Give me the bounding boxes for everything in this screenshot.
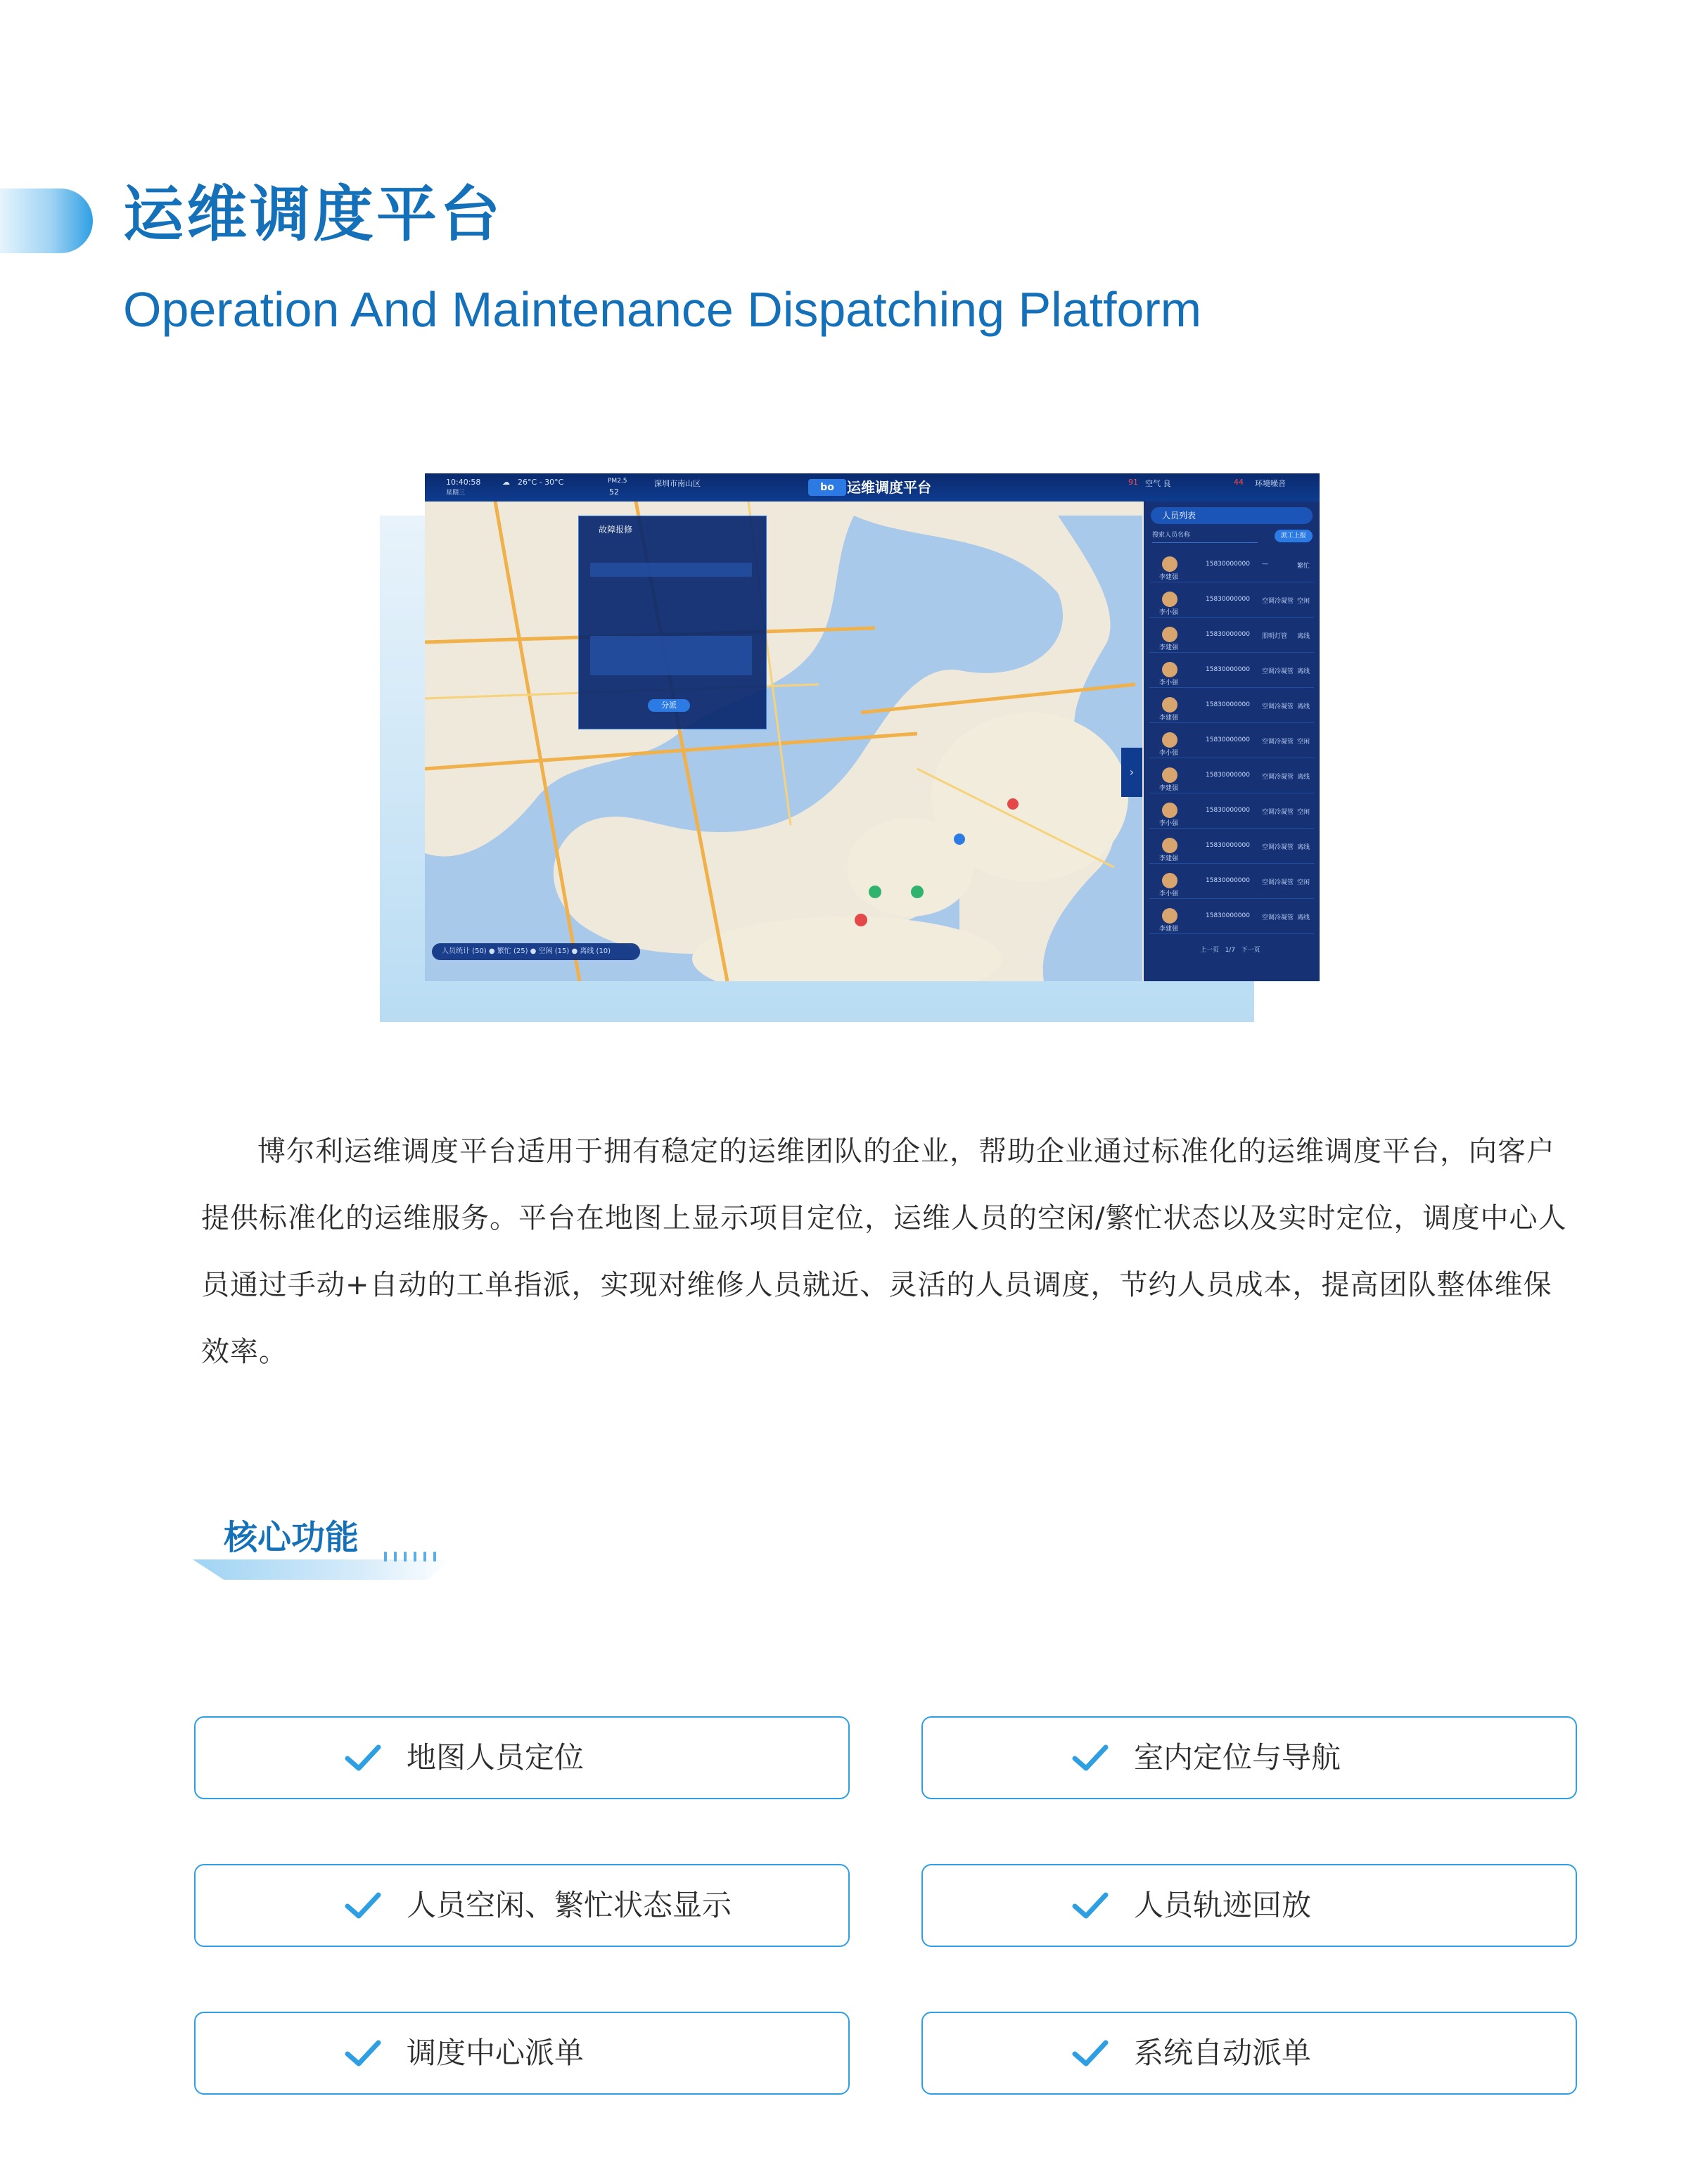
check-icon <box>1071 1889 1110 1922</box>
personnel-phone: 15830000000 <box>1206 877 1250 884</box>
page-title: 运维调度平台 <box>123 179 503 250</box>
personnel-panel-title: 人员列表 <box>1151 507 1313 524</box>
personnel-row[interactable] <box>1149 551 1314 582</box>
personnel-status: 离线 <box>1297 703 1310 710</box>
top-temp: 26°C - 30°C <box>518 478 564 487</box>
feature-card <box>921 1864 1577 1947</box>
feature-label: 系统自动派单 <box>1134 2036 1312 2070</box>
personnel-row[interactable] <box>1149 586 1314 618</box>
personnel-name: 李小强 <box>1159 890 1179 898</box>
brand-logo: bo <box>808 479 846 496</box>
personnel-row[interactable] <box>1149 832 1314 864</box>
personnel-name: 李建强 <box>1159 855 1179 862</box>
feature-card <box>194 1716 850 1799</box>
section-dots <box>384 1551 443 1562</box>
personnel-task: 空调冷凝管 <box>1262 739 1294 746</box>
page-subtitle: Operation And Maintenance Dispatching Platform <box>123 282 1202 337</box>
feature-label: 人员空闲、繁忙状态显示 <box>407 1888 732 1922</box>
personnel-name: 李小强 <box>1159 679 1179 687</box>
feature-card <box>194 1864 850 1947</box>
title-accent-tab <box>0 189 93 253</box>
personnel-row[interactable] <box>1149 762 1314 793</box>
feature-card <box>921 2012 1577 2095</box>
personnel-task: 空调冷凝管 <box>1262 703 1294 710</box>
personnel-task: 空调冷凝管 <box>1262 879 1294 886</box>
personnel-status: 空闲 <box>1297 879 1310 886</box>
personnel-name: 李建强 <box>1159 785 1179 792</box>
dialog-content-field[interactable] <box>590 636 752 675</box>
personnel-task: 空调冷凝管 <box>1262 809 1294 816</box>
personnel-row[interactable] <box>1149 797 1314 829</box>
personnel-status: 离线 <box>1297 668 1310 675</box>
platform-screenshot <box>425 473 1320 981</box>
check-icon <box>1071 2037 1110 2069</box>
personnel-row[interactable] <box>1149 691 1314 723</box>
avatar <box>1162 556 1177 572</box>
personnel-name: 李小强 <box>1159 750 1179 757</box>
personnel-phone: 15830000000 <box>1206 736 1250 743</box>
feature-label: 人员轨迹回放 <box>1134 1888 1312 1922</box>
personnel-phone: 15830000000 <box>1206 807 1250 814</box>
top-pm: PM2.5 <box>608 478 627 485</box>
avatar <box>1162 908 1177 924</box>
personnel-row[interactable] <box>1149 656 1314 688</box>
top-weather-icon: ☁ <box>502 478 510 487</box>
top-day: 星期三 <box>446 490 466 497</box>
personnel-phone: 15830000000 <box>1206 772 1250 779</box>
personnel-name: 李建强 <box>1159 574 1179 581</box>
top-pm-value: 52 <box>609 487 619 497</box>
personnel-name: 李建强 <box>1159 926 1179 933</box>
top-time: 10:40:58 <box>446 478 481 487</box>
personnel-task: 空调冷凝管 <box>1262 914 1294 921</box>
avatar <box>1162 697 1177 713</box>
personnel-task: 空调冷凝管 <box>1262 598 1294 605</box>
feature-card <box>194 2012 850 2095</box>
personnel-phone: 15830000000 <box>1206 561 1250 568</box>
feature-label: 调度中心派单 <box>407 2036 585 2070</box>
screenshot-topbar <box>425 473 1320 502</box>
personnel-legend: 人员统计 (50) ● 繁忙 (25) ● 空闲 (15) ● 离线 (10) <box>432 943 640 960</box>
check-icon <box>343 2037 383 2069</box>
top-noise: 44 <box>1234 478 1244 487</box>
personnel-phone: 15830000000 <box>1206 912 1250 919</box>
pagination[interactable]: 上一页 1/7 下一页 <box>1200 947 1260 954</box>
dispatch-button[interactable]: 分派 <box>648 699 690 712</box>
personnel-task: 空调冷凝管 <box>1262 668 1294 675</box>
personnel-search-input[interactable]: 搜索人员名称 <box>1152 530 1258 543</box>
avatar <box>1162 627 1177 642</box>
avatar <box>1162 592 1177 607</box>
avatar <box>1162 732 1177 748</box>
personnel-row[interactable] <box>1149 621 1314 653</box>
top-air-index: 91 <box>1128 478 1138 487</box>
check-icon <box>1071 1742 1110 1774</box>
screenshot-app-title: 运维调度平台 <box>847 479 931 496</box>
dialog-location-field[interactable] <box>590 563 752 577</box>
section-title: 核心功能 <box>224 1518 359 1557</box>
check-icon <box>343 1889 383 1922</box>
personnel-row[interactable] <box>1149 727 1314 758</box>
top-location: 深圳市南山区 <box>654 479 701 488</box>
personnel-name: 李小强 <box>1159 820 1179 827</box>
personnel-phone: 15830000000 <box>1206 701 1250 708</box>
personnel-status: 离线 <box>1297 774 1310 781</box>
personnel-task: 空调冷凝管 <box>1262 844 1294 851</box>
avatar <box>1162 662 1177 677</box>
personnel-row[interactable] <box>1149 867 1314 899</box>
personnel-phone: 15830000000 <box>1206 596 1250 603</box>
intro-paragraph: 博尔利运维调度平台适用于拥有稳定的运维团队的企业，帮助企业通过标准化的运维调度平台，向客户提供标准化的运维服务。平台在地图上显示项目定位，运维人员的空闲/繁忙状态以及实时定位，调度中心人员通过手动+自动的工单指派，实现对维修人员就近、灵活的人员调度，节约人员成本，提高团队整体维保效率。 <box>201 1135 1567 1368</box>
avatar <box>1162 873 1177 888</box>
personnel-phone: 15830000000 <box>1206 631 1250 638</box>
feature-card <box>921 1716 1577 1799</box>
personnel-row[interactable] <box>1149 902 1314 934</box>
feature-label: 室内定位与导航 <box>1134 1740 1341 1775</box>
personnel-name: 李建强 <box>1159 715 1179 722</box>
personnel-status: 离线 <box>1297 633 1310 640</box>
panel-toggle-icon[interactable]: › <box>1121 748 1142 797</box>
check-icon <box>343 1742 383 1774</box>
personnel-status: 繁忙 <box>1297 563 1310 570</box>
personnel-name: 李小强 <box>1159 609 1179 616</box>
report-button[interactable]: 派工上报 <box>1275 530 1313 542</box>
top-noise-label: 环境噪音 <box>1255 479 1286 488</box>
personnel-status: 离线 <box>1297 844 1310 851</box>
personnel-status: 空闲 <box>1297 809 1310 816</box>
avatar <box>1162 803 1177 818</box>
repair-dialog <box>578 516 767 729</box>
personnel-status: 离线 <box>1297 914 1310 921</box>
dialog-title: 故障报修 <box>599 525 633 535</box>
top-air-label: 空气 良 <box>1145 479 1171 488</box>
personnel-panel <box>1144 502 1320 981</box>
personnel-phone: 15830000000 <box>1206 842 1250 849</box>
personnel-name: 李建强 <box>1159 644 1179 651</box>
avatar <box>1162 767 1177 783</box>
personnel-status: 空闲 <box>1297 598 1310 605</box>
feature-label: 地图人员定位 <box>407 1740 585 1775</box>
personnel-phone: 15830000000 <box>1206 666 1250 673</box>
personnel-task: 照明灯管 <box>1262 633 1288 640</box>
personnel-status: 空闲 <box>1297 739 1310 746</box>
personnel-task: — <box>1262 561 1268 568</box>
avatar <box>1162 838 1177 853</box>
personnel-task: 空调冷凝管 <box>1262 774 1294 781</box>
